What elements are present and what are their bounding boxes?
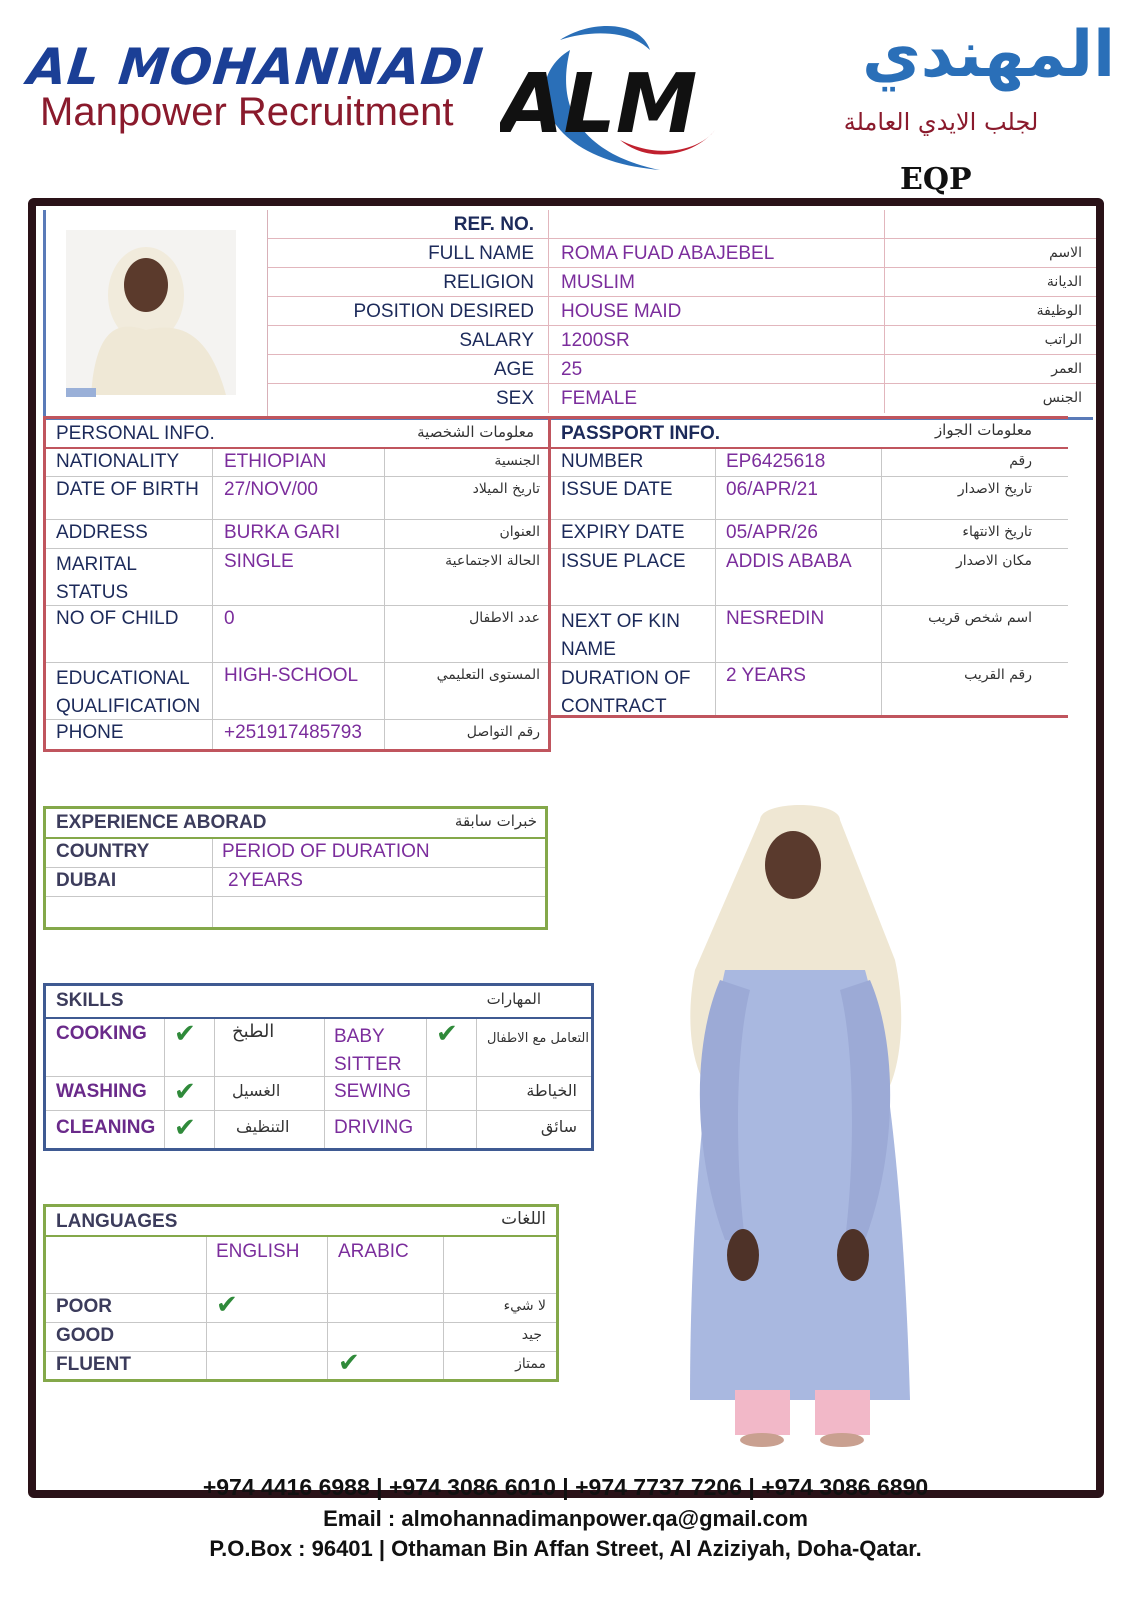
english-header: ENGLISH [216,1241,300,1262]
skill-driving-label: DRIVING [334,1117,414,1138]
personal-row-marital [46,549,548,606]
check-icon: ✔ [216,1290,238,1320]
phone-ar: رقم التواصل [466,724,540,740]
skill-cleaning-ar: التنظيف [236,1117,290,1136]
issue-place-ar: مكان الاصدار [956,553,1032,569]
age-label: AGE [493,359,534,380]
children-ar: عدد الاطفال [469,610,540,626]
passport-number-value: EP6425618 [726,451,826,472]
skills-header [46,986,591,1019]
phone-label: PHONE [56,722,124,743]
contract-duration-ar: رقم القريب [964,667,1032,683]
footer-address: P.O.Box : 96401 | Othaman Bin Affan Street, Al Aziziyah, Doha-Qatar. [209,1536,922,1561]
issue-place-value: ADDIS ABABA [726,551,852,572]
level-poor-ar: لا شيء [503,1298,546,1314]
full-length-photo [665,800,935,1450]
check-icon: ✔ [174,1019,196,1049]
expiry-date-value: 05/APR/26 [726,522,818,543]
skill-cleaning-label: CLEANING [56,1117,156,1138]
country-header: COUNTRY [56,841,150,862]
experience-row [46,868,545,897]
language-row-poor [46,1290,556,1323]
marital-value: SINGLE [224,551,294,572]
contract-duration-value: 2 YEARS [726,665,806,686]
address-ar: العنوان [499,524,540,540]
passport-title-ar: معلومات الجواز [934,421,1032,439]
languages-title: LANGUAGES [56,1211,178,1232]
document-code: EQP [900,162,972,197]
level-poor-label: POOR [56,1296,112,1317]
address-label: ADDRESS [56,522,148,543]
education-ar: المستوى التعليمي [436,667,540,683]
period-header: PERIOD OF DURATION [222,841,430,862]
skills-row-3 [46,1111,591,1148]
footer-email: Email : almohannadimanpower.qa@gmail.com [323,1506,808,1531]
expiry-date-label: EXPIRY DATE [561,522,685,543]
experience-section [43,806,548,930]
age-ar: العمر [1051,361,1082,377]
passport-info-section [551,416,1068,718]
check-icon: ✔ [338,1348,360,1378]
passport-title: PASSPORT INFO. [561,423,721,444]
kin-name-value: NESREDIN [726,608,825,629]
sex-label: SEX [495,388,534,409]
company-name-ar: المهندي [862,18,1115,92]
dob-ar: تاريخ الميلاد [472,481,540,497]
nationality-ar: الجنسية [494,453,540,469]
religion-value: MUSLIM [561,272,635,293]
skills-title: SKILLS [56,990,124,1011]
profile-row-sex [268,384,1096,413]
skill-sewing-label: SEWING [334,1081,412,1102]
dob-label: DATE OF BIRTH [56,479,199,500]
age-value: 25 [561,359,583,380]
languages-header [46,1207,556,1237]
personal-title-ar: معلومات الشخصية [417,423,534,441]
level-fluent-ar: ممتاز [515,1356,546,1372]
dob-value: 27/NOV/00 [224,479,318,500]
profile-row-salary [268,326,1096,355]
company-subtitle-ar: لجلب الايدي العاملة [843,108,1039,136]
level-fluent-label: FLUENT [56,1354,131,1375]
language-row-fluent [46,1348,556,1379]
profile-table [43,210,1093,420]
issue-date-value: 06/APR/21 [726,479,818,500]
skills-row-2 [46,1077,591,1111]
issue-place-label: ISSUE PLACE [561,551,686,572]
personal-row-phone [46,720,548,749]
passport-row-duration [551,663,1068,718]
profile-row-name [268,239,1096,268]
marital-label: MARITAL STATUS [56,554,137,603]
passport-row-kin [551,606,1068,663]
experience-title: EXPERIENCE ABORAD [56,812,267,833]
languages-col-headers [46,1237,556,1294]
passport-header [551,419,1068,449]
personal-header [46,419,548,449]
passport-row-expiry [551,520,1068,549]
languages-section [43,1204,559,1382]
personal-row-address [46,520,548,549]
address-value: BURKA GARI [224,522,341,543]
skill-cooking-ar: الطبخ [232,1021,275,1042]
company-name-en: AL MOHANNADI [24,38,487,96]
kin-name-label: NEXT OF KIN NAME [561,611,680,660]
passport-row-issue-place [551,549,1068,606]
salary-label: SALARY [459,330,534,351]
experience-period: 2YEARS [228,870,303,891]
salary-value: 1200SR [561,330,630,351]
personal-info-section [43,416,551,752]
profile-row-religion [268,268,1096,297]
profile-row-position [268,297,1096,326]
level-good-label: GOOD [56,1325,115,1346]
full-name-label: FULL NAME [428,243,534,264]
experience-col-headers [46,839,545,868]
passport-row-issue-date [551,477,1068,520]
skills-section [43,983,594,1151]
skill-washing-label: WASHING [56,1081,147,1102]
languages-title-ar: اللغات [501,1209,546,1229]
personal-title: PERSONAL INFO. [56,423,215,444]
personal-row-nationality [46,449,548,477]
education-value: HIGH-SCHOOL [224,665,359,686]
nationality-value: ETHIOPIAN [224,451,327,472]
check-icon: ✔ [436,1019,458,1049]
children-value: 0 [224,608,235,629]
passport-number-label: NUMBER [561,451,644,472]
experience-country: DUBAI [56,870,117,891]
check-icon: ✔ [174,1113,196,1143]
person-photo-icon [46,210,268,417]
footer-phones: +974 4416 6988 | +974 3086 6010 | +974 7737 7206 | +974 3086 6890 [202,1474,929,1500]
passport-number-ar: رقم [1009,453,1032,469]
skills-row-1 [46,1019,591,1077]
logo-text: ALM [500,57,698,152]
company-subtitle-en: Manpower Recruitment [40,90,454,134]
experience-title-ar: خبرات سابقة [454,812,537,830]
personal-row-children [46,606,548,663]
marital-ar: الحالة الاجتماعية [445,553,540,569]
position-ar: الوظيفة [1036,303,1082,319]
nationality-label: NATIONALITY [56,451,180,472]
position-value: HOUSE MAID [561,301,682,322]
experience-header [46,809,545,839]
sex-ar: الجنس [1042,390,1082,406]
personal-row-dob [46,477,548,520]
level-good-ar: جيد [521,1327,542,1343]
skill-washing-ar: الغسيل [232,1081,281,1100]
issue-date-ar: تاريخ الاصدار [957,481,1032,497]
profile-row-ref [268,210,1096,239]
skill-driving-ar: سائق [540,1117,577,1136]
personal-row-education [46,663,548,720]
skill-babysitter-label: BABY SITTER [334,1026,402,1075]
skills-title-ar: المهارات [486,990,541,1008]
check-icon: ✔ [174,1077,196,1107]
kin-name-ar: اسم شخص قريب [928,610,1032,626]
expiry-date-ar: تاريخ الانتهاء [962,524,1032,540]
arabic-header: ARABIC [338,1241,409,1262]
contract-duration-label: DURATION OF CONTRACT [561,668,691,717]
ref-no-label: REF. NO. [453,214,534,235]
passport-row-number [551,449,1068,477]
skill-cooking-label: COOKING [56,1023,147,1044]
full-name-value: ROMA FUAD ABAJEBEL [561,243,775,264]
passport-photo [46,210,268,417]
salary-ar: الراتب [1044,332,1082,348]
children-label: NO OF CHILD [56,608,179,629]
religion-ar: الديانة [1046,274,1082,290]
language-row-good [46,1323,556,1352]
alm-logo [500,20,730,180]
religion-label: RELIGION [443,272,534,293]
sex-value: FEMALE [561,388,638,409]
full-name-ar: الاسم [1049,245,1082,261]
skill-sewing-ar: الخياطة [526,1081,577,1100]
education-label: EDUCATIONAL QUALIFICATION [56,668,201,717]
skill-babysitter-ar: التعامل مع الاطفال [486,1031,589,1046]
issue-date-label: ISSUE DATE [561,479,673,500]
phone-value: +251917485793 [224,722,362,743]
position-label: POSITION DESIRED [353,301,534,322]
profile-row-age [268,355,1096,384]
